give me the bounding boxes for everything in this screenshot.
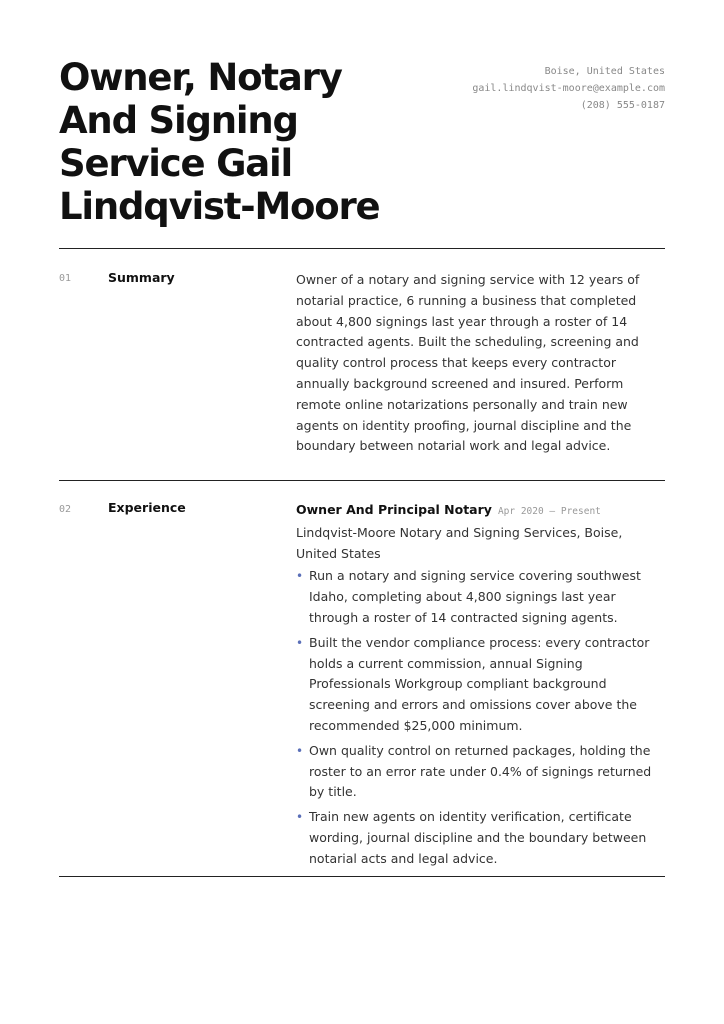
bullet-text: Built the vendor compliance process: every contractor holds a current commission, annual Signing Professionals Workgroup compliant background screening and errors and omissions cover above the recommended $25,000 minimum. bbox=[309, 634, 650, 733]
job-dates: Apr 2020 — Present bbox=[497, 506, 601, 517]
candidate-name: Owner, Notary And Signing Service Gail Lindqvist-Moore bbox=[59, 56, 380, 228]
list-item bbox=[296, 741, 660, 803]
bullet-text: Run a notary and signing service covering southwest Idaho, completing about 4,800 signings last year through a roster of 14 contracted signing agents. bbox=[309, 568, 641, 625]
job-bullet-list bbox=[296, 566, 660, 869]
bullet-dot-icon: • bbox=[296, 569, 304, 584]
bullet-text: Own quality control on returned packages, holding the roster to an error rate under 0.4% of signings returned by title. bbox=[309, 742, 652, 800]
bullet-dot-icon: • bbox=[296, 810, 304, 825]
divider bbox=[59, 480, 665, 481]
list-item bbox=[296, 807, 660, 869]
job-header bbox=[296, 500, 660, 523]
contact-block bbox=[472, 63, 665, 114]
contact-email[interactable]: gail.lindqvist-moore@example.com bbox=[472, 83, 665, 94]
bullet-dot-icon: • bbox=[296, 743, 304, 758]
contact-phone[interactable]: (208) 555-0187 bbox=[580, 100, 665, 111]
job-company: Lindqvist-Moore Notary and Signing Services, Boise, United States bbox=[296, 524, 623, 561]
section-number-summary: 01 bbox=[59, 273, 72, 284]
divider bbox=[59, 876, 665, 877]
job-entry bbox=[296, 500, 660, 870]
bullet-text: Train new agents on identity verification, certificate wording, journal discipline and the boundary between notarial acts and legal advice. bbox=[309, 809, 647, 866]
divider bbox=[59, 248, 665, 249]
bullet-dot-icon: • bbox=[296, 635, 304, 650]
summary-text: Owner of a notary and signing service with 12 years of notarial practice, 6 running a business that completed about 4,800 signings last year through a roster of 14 contracted agents. Built the scheduling, screening and quality control process that keeps every contractor annually background screened and insured. Perform remote online notarizations personally and train new agents on identity proofing, journal discipline and the boundary between notarial work and legal advice. bbox=[296, 272, 640, 454]
list-item bbox=[296, 633, 660, 737]
section-number-experience: 02 bbox=[59, 504, 72, 515]
section-title-summary: Summary bbox=[108, 270, 175, 285]
job-title: Owner And Principal Notary bbox=[296, 502, 492, 517]
contact-location: Boise, United States bbox=[544, 66, 665, 77]
section-title-experience: Experience bbox=[108, 500, 186, 515]
list-item bbox=[296, 566, 660, 628]
